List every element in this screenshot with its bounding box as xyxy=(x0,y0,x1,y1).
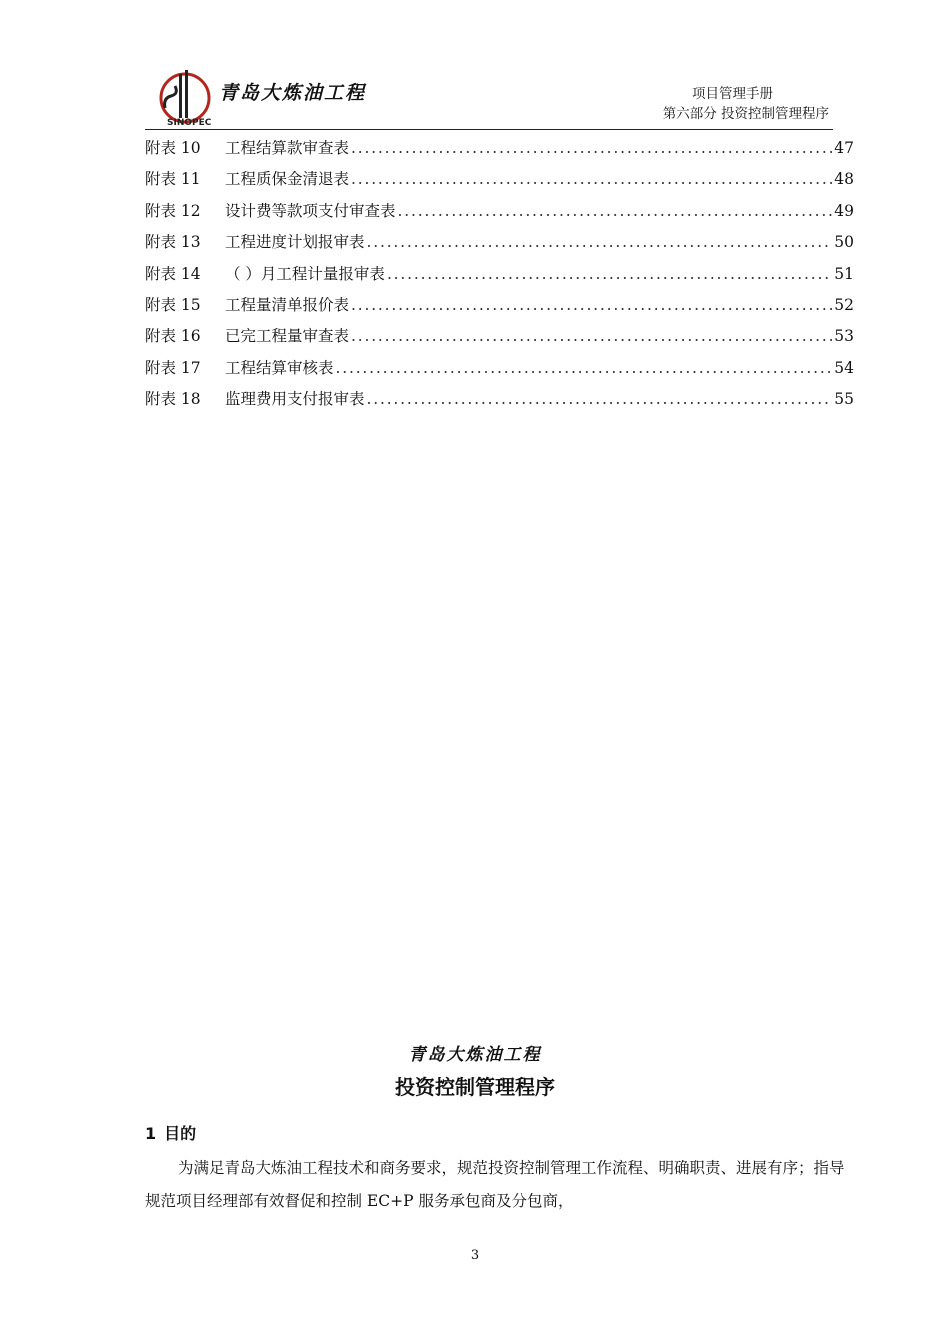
toc-entry-page: 53 xyxy=(834,327,854,346)
header-part-title: 第六部分 投资控制管理程序 xyxy=(662,106,829,122)
table-of-contents xyxy=(145,133,854,416)
toc-entry-title: 已完工程量审查表 xyxy=(225,327,350,346)
toc-entry-page: 55 xyxy=(834,390,854,409)
header-doc-info xyxy=(663,84,829,124)
toc-entry-number: 附表 18 xyxy=(145,390,201,409)
header-rule xyxy=(145,129,833,130)
header-manual-title: 项目管理手册 xyxy=(692,86,773,102)
toc-entry[interactable] xyxy=(145,227,854,258)
toc-entry-number: 附表 11 xyxy=(145,170,201,189)
toc-entry-title: （ ）月工程计量报审表 xyxy=(225,264,385,283)
toc-entry-title: 工程量清单报价表 xyxy=(225,295,350,314)
toc-dot-leader xyxy=(351,133,832,164)
toc-dot-leader xyxy=(351,290,832,321)
toc-entry[interactable] xyxy=(145,164,854,195)
toc-entry-number: 附表 17 xyxy=(145,358,201,377)
toc-entry[interactable] xyxy=(145,290,854,321)
logo-text: SINOPEC xyxy=(167,118,212,128)
section-body-text: 为满足青岛大炼油工程技术和商务要求，规范投资控制管理工作流程、明确职责、进展有序；指导规范项目经理部有效督促和控制 EC+P 服务承包商及分包商， xyxy=(145,1159,845,1210)
page-header xyxy=(145,64,833,130)
sinopec-logo xyxy=(157,68,213,128)
toc-entry-title: 工程进度计划报审表 xyxy=(225,233,365,252)
toc-entry-page: 51 xyxy=(834,264,854,283)
toc-entry-number: 附表 12 xyxy=(145,201,201,220)
toc-entry[interactable] xyxy=(145,321,854,352)
toc-entry-title: 工程结算审核表 xyxy=(225,358,334,377)
toc-dot-leader xyxy=(336,353,833,384)
toc-entry-title: 工程结算款审查表 xyxy=(225,139,350,157)
toc-entry-page: 50 xyxy=(834,233,854,252)
page-number: 3 xyxy=(470,1248,480,1263)
toc-entry-page: 54 xyxy=(834,358,854,377)
toc-entry[interactable] xyxy=(145,384,854,415)
toc-entry-title: 设计费等款项支付审查表 xyxy=(225,201,396,220)
toc-dot-leader xyxy=(398,196,833,227)
toc-dot-leader xyxy=(387,259,832,290)
document-company-name: 青岛大炼油工程 xyxy=(408,1045,542,1065)
section-number: 1 xyxy=(145,1124,157,1143)
toc-entry-page: 48 xyxy=(834,170,854,189)
toc-entry-number: 附表 16 xyxy=(145,327,201,346)
document-title: 投资控制管理程序 xyxy=(395,1075,555,1099)
toc-entry-number: 附表 13 xyxy=(145,233,201,252)
toc-dot-leader xyxy=(351,164,832,195)
toc-entry-number: 附表 15 xyxy=(145,295,201,314)
toc-entry[interactable] xyxy=(145,259,854,290)
toc-entry[interactable] xyxy=(145,196,854,227)
header-company-name: 青岛大炼油工程 xyxy=(219,82,367,104)
section-heading xyxy=(145,1121,196,1144)
toc-entry-title: 工程质保金清退表 xyxy=(225,170,350,189)
toc-entry-title: 监理费用支付报审表 xyxy=(225,390,365,409)
toc-entry-page: 49 xyxy=(834,201,854,220)
toc-dot-leader xyxy=(367,384,833,415)
toc-entry-page: 52 xyxy=(834,295,854,314)
toc-dot-leader xyxy=(351,321,832,352)
section-title: 目的 xyxy=(164,1124,197,1143)
toc-entry-number: 附表 10 xyxy=(145,139,201,157)
toc-entry[interactable] xyxy=(145,353,854,384)
toc-entry[interactable] xyxy=(145,133,854,164)
toc-entry-number: 附表 14 xyxy=(145,264,201,283)
toc-entry-page: 47 xyxy=(834,139,854,157)
toc-dot-leader xyxy=(367,227,833,258)
